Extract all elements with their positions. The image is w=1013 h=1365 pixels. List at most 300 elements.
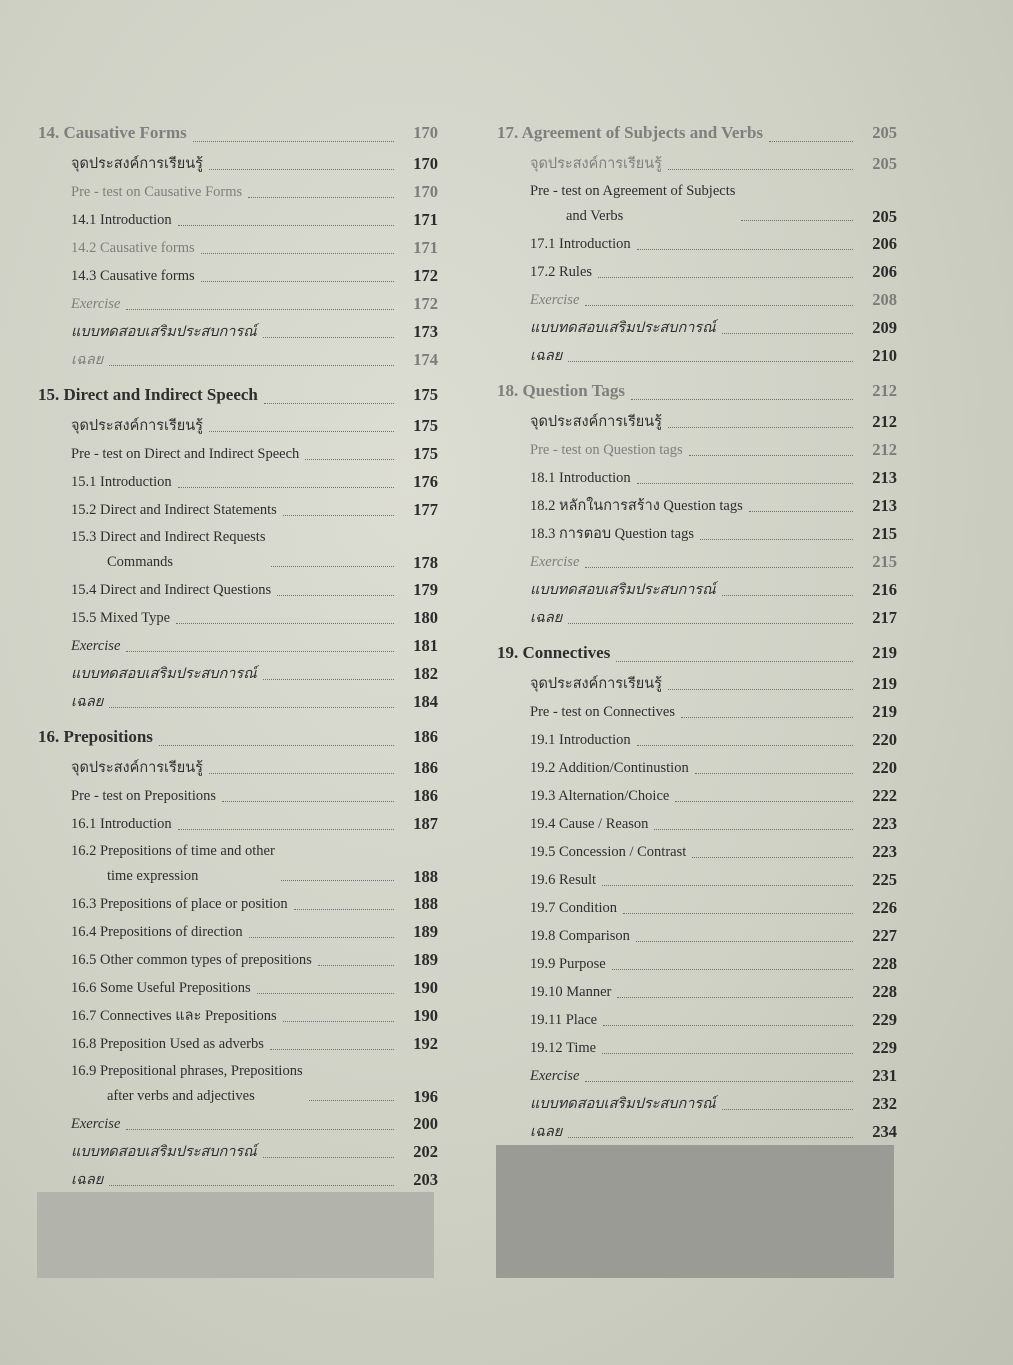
entry-text: แบบทดสอบเสริมประสบการณ์ [530,320,716,336]
dot-leader [637,248,853,250]
page-number: 173 [413,322,438,341]
page-number: 180 [413,608,438,627]
section-name: Prepositions [63,727,153,746]
page-number: 227 [872,926,897,945]
entry-text: 15.1 Introduction [71,474,172,490]
toc-entry [38,1138,438,1166]
dot-leader [126,308,394,310]
toc-entry-multiline [38,524,438,576]
dot-leader [722,332,853,334]
section-title [497,636,610,670]
toc-entry [38,632,438,660]
entry-text: Exercise [530,1068,580,1084]
entry-text: 16.3 Prepositions of place or position [71,896,288,912]
dot-leader [263,336,394,338]
dot-leader [283,1020,394,1022]
page-number: 175 [413,416,438,435]
gray-panel-right [496,1145,894,1278]
dot-leader [222,800,394,802]
dot-leader [636,940,853,942]
page-number: 215 [872,524,897,543]
entry-text: เฉลย [71,1172,104,1188]
page-number: 205 [872,207,897,226]
toc-entry [38,604,438,632]
entry-text: 16.5 Other common types of prepositions [71,952,312,968]
page-number: 171 [413,210,438,229]
dot-leader [722,594,853,596]
entry-text: Exercise [530,554,580,570]
toc-entry [38,318,438,346]
dot-leader [109,706,394,708]
toc-entry [38,890,438,918]
section-title [38,720,153,754]
dot-leader [689,454,853,456]
entry-text [71,524,265,576]
toc-left-column [38,112,438,1194]
page-number: 184 [413,692,438,711]
entry-text: 19.7 Condition [530,900,618,916]
dot-leader [270,1048,394,1050]
entry-text: Exercise [71,1116,121,1132]
entry-text [530,178,735,230]
entry-text: จุดประสงค์การเรียนรู้ [530,676,662,692]
entry-text: 16.6 Some Useful Prepositions [71,980,251,996]
page-number: 176 [413,472,438,491]
page-number: 212 [872,440,897,459]
entry-text: 19.12 Time [530,1040,597,1056]
dot-leader [201,252,394,254]
page-number: 170 [413,182,438,201]
dot-leader [178,486,394,488]
entry-text: จุดประสงค์การเรียนรู้ [71,156,203,172]
page-number: 187 [413,814,438,833]
dot-leader [681,716,853,718]
toc-entry [497,670,897,698]
toc-entry [38,206,438,234]
dot-leader [749,510,853,512]
toc-entry [38,782,438,810]
toc-entry [38,946,438,974]
dot-leader [692,856,853,858]
entry-line-1: 16.2 Prepositions of time and other [71,843,275,859]
page-number: 188 [413,894,438,913]
entry-line-2: time expression [107,868,199,884]
page-number: 223 [872,814,897,833]
toc-entry [497,1062,897,1090]
page-number: 189 [413,950,438,969]
section-name: Question Tags [522,381,626,400]
page-number: 229 [872,1010,897,1029]
toc-entry [497,408,897,436]
dot-leader [617,996,853,998]
toc-entry [497,1006,897,1034]
dot-leader [585,566,853,568]
section-number: 14. [38,123,60,142]
entry-text: 16.1 Introduction [71,816,172,832]
page-number: 232 [872,1094,897,1113]
entry-text: จุดประสงค์การเรียนรู้ [71,760,203,776]
dot-leader [631,398,853,400]
page-number: 203 [413,1170,438,1189]
dot-leader [568,360,853,362]
dot-leader [281,879,394,881]
toc-entry [497,150,897,178]
entry-text: แบบทดสอบเสริมประสบการณ์ [71,666,257,682]
dot-leader [249,936,394,938]
page-number: 231 [872,1066,897,1085]
dot-leader [654,828,853,830]
dot-leader [109,1184,394,1186]
toc-entry-multiline [38,1058,438,1110]
dot-leader [178,224,394,226]
toc-entry [497,258,897,286]
entry-text: เฉลย [71,694,104,710]
dot-leader [305,458,394,460]
toc-entry [38,1030,438,1058]
dot-leader [178,828,394,830]
section-number: 19. [497,643,519,662]
dot-leader [248,196,394,198]
dot-leader [176,622,394,624]
entry-text: Pre - test on Question tags [530,442,683,458]
toc-entry [38,1110,438,1138]
entry-text: 16.7 Connectives และ Prepositions [71,1008,277,1024]
page-number: 209 [872,318,897,337]
toc-section-heading [497,374,897,408]
entry-text: 16.4 Prepositions of direction [71,924,243,940]
page-number: 181 [413,636,438,655]
toc-entry [38,660,438,688]
dot-leader [309,1099,394,1101]
toc-entry [497,604,897,632]
page-number: 186 [413,758,438,777]
dot-leader [263,1156,394,1158]
toc-entry-multiline [38,838,438,890]
toc-entry-multiline [497,178,897,230]
dot-leader [695,772,853,774]
toc-entry [497,978,897,1006]
toc-entry [497,838,897,866]
entry-text: 19.1 Introduction [530,732,631,748]
section-title [497,374,625,408]
dot-leader [159,744,394,746]
page-number: 213 [872,468,897,487]
section-name: Agreement of Subjects and Verbs [521,123,764,142]
section-title [38,116,187,150]
toc-entry [38,150,438,178]
page-number: 200 [413,1114,438,1133]
entry-text: แบบทดสอบเสริมประสบการณ์ [71,1144,257,1160]
entry-line-1: 16.9 Prepositional phrases, Prepositions [71,1063,303,1079]
toc-section-heading [497,116,897,150]
dot-leader [283,514,394,516]
toc-entry [497,950,897,978]
page-number: 172 [413,294,438,313]
dot-leader [616,660,853,662]
toc-section-heading [38,720,438,754]
dot-leader [612,968,853,970]
dot-leader [257,992,394,994]
toc-entry [497,464,897,492]
section-name: Direct and Indirect Speech [63,385,258,404]
toc-entry [38,688,438,716]
section-number: 15. [38,385,60,404]
toc-entry [38,262,438,290]
toc-entry [38,918,438,946]
page-number: 205 [872,123,897,142]
page-number: 189 [413,922,438,941]
dot-leader [209,168,394,170]
entry-line-2: Commands [107,554,174,570]
toc-section-heading [497,636,897,670]
entry-text: 19.2 Addition/Continustion [530,760,689,776]
page-number: 179 [413,580,438,599]
page-number: 212 [872,412,897,431]
entry-line-1: Pre - test on Agreement of Subjects [530,183,736,199]
page-number: 228 [872,954,897,973]
page-number: 217 [872,608,897,627]
toc-entry [497,520,897,548]
dot-leader [294,908,394,910]
toc-entry [497,698,897,726]
dot-leader [271,565,394,567]
entry-text: 17.2 Rules [530,264,593,280]
page-number: 222 [872,786,897,805]
entry-text: 18.3 การตอบ Question tags [530,526,695,542]
entry-line-2: after verbs and adjectives [107,1088,255,1104]
page-number: 220 [872,730,897,749]
entry-text: เฉลย [530,610,563,626]
entry-text: จุดประสงค์การเรียนรู้ [530,414,662,430]
entry-text: Exercise [71,296,121,312]
page-number: 188 [413,867,438,886]
page-number: 182 [413,664,438,683]
gray-panel-left [37,1192,434,1278]
toc-entry [497,922,897,950]
toc-entry [497,726,897,754]
toc-entry [497,810,897,838]
entry-text: 19.5 Concession / Contrast [530,844,687,860]
page-number: 206 [872,262,897,281]
toc-entry [497,314,897,342]
section-number: 17. [497,123,519,142]
entry-text: 16.8 Preposition Used as adverbs [71,1036,264,1052]
dot-leader [668,168,853,170]
toc-entry [497,1090,897,1118]
dot-leader [769,140,853,142]
toc-right-column [497,112,897,1146]
entry-text: Exercise [530,292,580,308]
entry-text: จุดประสงค์การเรียนรู้ [71,418,203,434]
dot-leader [598,276,853,278]
dot-leader [126,650,394,652]
page-number: 202 [413,1142,438,1161]
toc-section-heading [38,116,438,150]
toc-entry [38,1166,438,1194]
dot-leader [318,964,394,966]
page-number: 228 [872,982,897,1001]
entry-line-2: and Verbs [566,208,624,224]
toc-entry [497,1034,897,1062]
toc-entry [38,290,438,318]
entry-text: 18.1 Introduction [530,470,631,486]
dot-leader [602,1052,853,1054]
dot-leader [277,594,394,596]
page-number: 219 [872,674,897,693]
dot-leader [637,744,853,746]
page-number: 192 [413,1034,438,1053]
dot-leader [209,772,394,774]
dot-leader [209,430,394,432]
dot-leader [109,364,394,366]
toc-entry [38,234,438,262]
toc-entry [38,496,438,524]
page-number: 186 [413,786,438,805]
page-number: 190 [413,1006,438,1025]
entry-text: Pre - test on Connectives [530,704,675,720]
entry-text: เฉลย [530,348,563,364]
dot-leader [585,1080,853,1082]
page-number: 206 [872,234,897,253]
toc-entry [38,974,438,1002]
page-number: 196 [413,1087,438,1106]
toc-entry [497,492,897,520]
entry-text: Pre - test on Causative Forms [71,184,243,200]
entry-text: เฉลย [530,1124,563,1140]
dot-leader [126,1128,394,1130]
page-number: 186 [413,727,438,746]
toc-entry [497,548,897,576]
dot-leader [700,538,853,540]
entry-text: Exercise [71,638,121,654]
entry-text: 19.11 Place [530,1012,598,1028]
toc-entry [497,754,897,782]
section-number: 16. [38,727,60,746]
toc-entry [497,286,897,314]
toc-entry [38,468,438,496]
entry-text: 14.3 Causative forms [71,268,195,284]
page-number: 170 [413,123,438,142]
page-number: 210 [872,346,897,365]
toc-entry [497,866,897,894]
entry-text: 14.1 Introduction [71,212,172,228]
toc-entry [497,576,897,604]
toc-section-heading [38,378,438,412]
toc-entry [38,178,438,206]
page-number: 172 [413,266,438,285]
dot-leader [602,884,853,886]
page-number: 170 [413,154,438,173]
entry-text [71,1058,303,1110]
toc-entry [497,782,897,810]
page-number: 213 [872,496,897,515]
dot-leader [722,1108,853,1110]
toc-entry [38,412,438,440]
page-number: 225 [872,870,897,889]
dot-leader [637,482,853,484]
page-number: 175 [413,444,438,463]
entry-text: 15.2 Direct and Indirect Statements [71,502,277,518]
entry-text: เฉลย [71,352,104,368]
entry-text: 19.3 Alternation/Choice [530,788,670,804]
dot-leader [585,304,853,306]
page-number: 175 [413,385,438,404]
toc-entry [497,230,897,258]
entry-text: 17.1 Introduction [530,236,631,252]
page-number: 205 [872,154,897,173]
page-number: 190 [413,978,438,997]
entry-text: 15.5 Mixed Type [71,610,171,626]
toc-entry [497,436,897,464]
dot-leader [263,678,394,680]
dot-leader [668,426,853,428]
page-number: 229 [872,1038,897,1057]
toc-entry [38,346,438,374]
page-number: 215 [872,552,897,571]
entry-text: 18.2 หลักในการสร้าง Question tags [530,498,743,514]
dot-leader [668,688,853,690]
toc-entry [38,810,438,838]
toc-entry [497,342,897,370]
section-title [497,116,763,150]
toc-entry [38,754,438,782]
page-number: 208 [872,290,897,309]
entry-text [71,838,275,890]
toc-entry [38,440,438,468]
toc-entry [38,1002,438,1030]
page-number: 216 [872,580,897,599]
page-number: 212 [872,381,897,400]
section-name: Causative Forms [63,123,187,142]
section-number: 18. [497,381,519,400]
dot-leader [623,912,853,914]
entry-text: 19.6 Result [530,872,597,888]
section-name: Connectives [522,643,611,662]
page-number: 234 [872,1122,897,1141]
page-number: 174 [413,350,438,369]
section-title [38,378,258,412]
dot-leader [741,219,853,221]
dot-leader [568,622,853,624]
dot-leader [568,1136,853,1138]
entry-line-1: 15.3 Direct and Indirect Requests [71,529,266,545]
entry-text: แบบทดสอบเสริมประสบการณ์ [530,582,716,598]
dot-leader [264,402,394,404]
entry-text: 19.8 Comparison [530,928,630,944]
entry-text: 14.2 Causative forms [71,240,195,256]
entry-text: แบบทดสอบเสริมประสบการณ์ [71,324,257,340]
dot-leader [201,280,394,282]
entry-text: 19.4 Cause / Reason [530,816,649,832]
dot-leader [603,1024,853,1026]
page-number: 226 [872,898,897,917]
page-number: 223 [872,842,897,861]
entry-text: จุดประสงค์การเรียนรู้ [530,156,662,172]
entry-text: 15.4 Direct and Indirect Questions [71,582,272,598]
toc-entry [38,576,438,604]
page-number: 178 [413,553,438,572]
entry-text: Pre - test on Direct and Indirect Speech [71,446,300,462]
page-number: 177 [413,500,438,519]
dot-leader [193,140,394,142]
page-number: 220 [872,758,897,777]
entry-text: แบบทดสอบเสริมประสบการณ์ [530,1096,716,1112]
entry-text: 19.10 Manner [530,984,612,1000]
page-number: 171 [413,238,438,257]
entry-text: 19.9 Purpose [530,956,606,972]
dot-leader [675,800,853,802]
toc-entry [497,1118,897,1146]
